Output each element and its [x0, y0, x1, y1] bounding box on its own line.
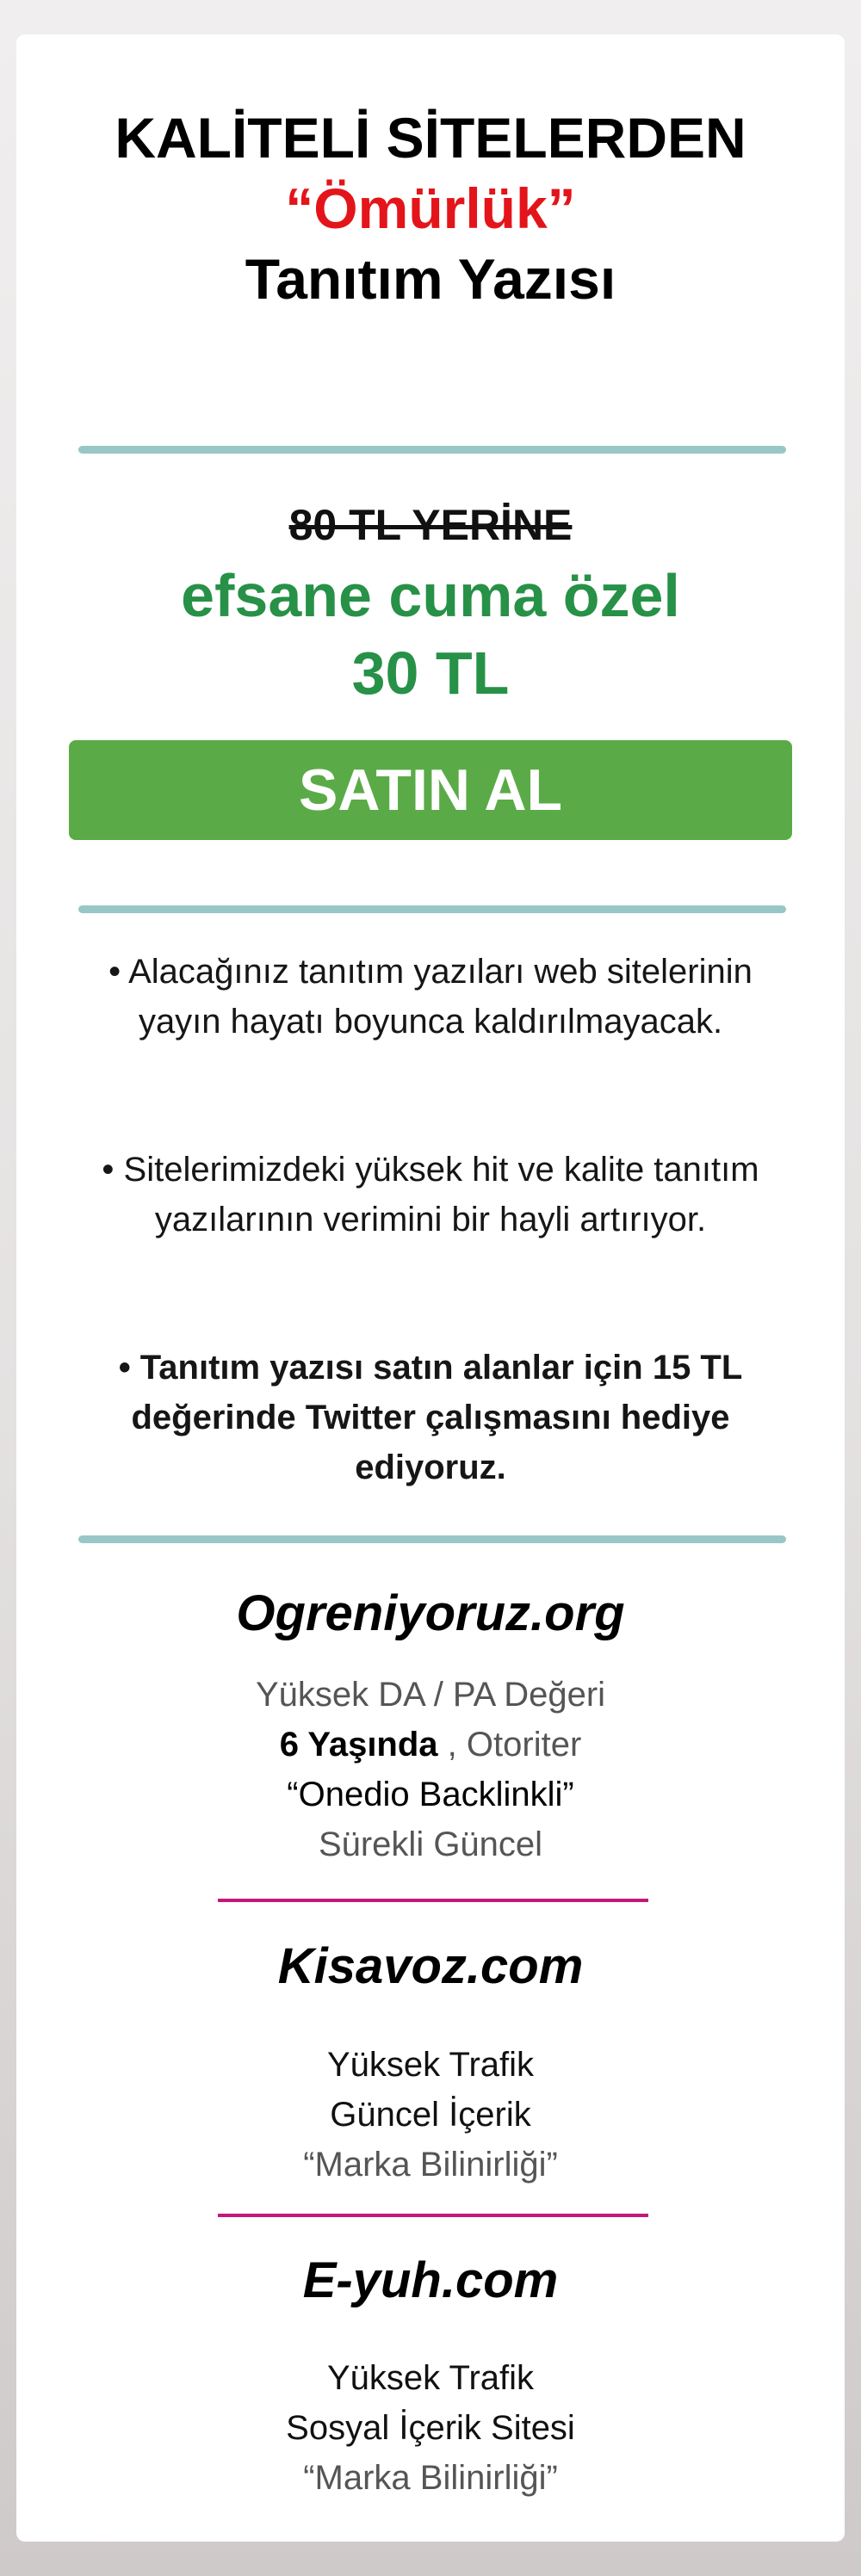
site-feature-suffix: , Otoriter: [447, 1726, 582, 1764]
site-feature: Sürekli Güncel: [318, 1825, 543, 1863]
divider: [78, 905, 786, 913]
old-price: 80 TL YERİNE: [288, 501, 573, 549]
site-feature: Güncel İçerik: [330, 2096, 531, 2134]
site-feature: Yüksek DA / PA Değeri: [255, 1676, 606, 1714]
site-feature: “Marka Bilinirliği”: [303, 2459, 558, 2497]
divider: [78, 1535, 786, 1543]
site-divider: [218, 2214, 648, 2217]
headline-line-3: Tanıtım Yazısı: [245, 247, 616, 311]
site-feature: “Onedio Backlinkli”: [287, 1776, 574, 1813]
headline-line-2: “Ömürlük”: [285, 176, 576, 240]
site-name[interactable]: Ogreniyoruz.org: [236, 1585, 625, 1641]
site-feature: [16, 1720, 845, 1770]
headline-line-1: KALİTELİ SİTELERDEN: [115, 106, 746, 170]
site-name[interactable]: Kisavoz.com: [277, 1938, 584, 1994]
new-price: 30 TL: [351, 639, 510, 707]
feature-item: • Alacağınız tanıtım yazıları web sitelerinin yayın hayatı boyunca kaldırılmayacak.: [108, 953, 753, 1041]
site-feature-highlight: 6 Yaşında: [279, 1726, 438, 1764]
site-feature: Yüksek Trafik: [326, 2359, 535, 2397]
feature-item: • Tanıtım yazısı satın alanlar için 15 TL değerinde Twitter çalışmasını hediye ediyoruz.: [118, 1349, 743, 1486]
site-feature: Sosyal İçerik Sitesi: [286, 2409, 575, 2447]
site-name[interactable]: E-yuh.com: [302, 2252, 559, 2308]
feature-item: • Sitelerimizdeki yüksek hit ve kalite tanıtım yazılarının verimini bir hayli artırıyor.: [102, 1151, 759, 1239]
promo-card: [16, 34, 845, 2542]
buy-button[interactable]: SATIN AL: [69, 740, 792, 840]
promo-label: efsane cuma özel: [181, 562, 680, 629]
site-divider: [218, 1899, 648, 1902]
site-feature: “Marka Bilinirliği”: [303, 2146, 558, 2184]
site-feature: Yüksek Trafik: [326, 2046, 535, 2084]
divider: [78, 446, 786, 454]
